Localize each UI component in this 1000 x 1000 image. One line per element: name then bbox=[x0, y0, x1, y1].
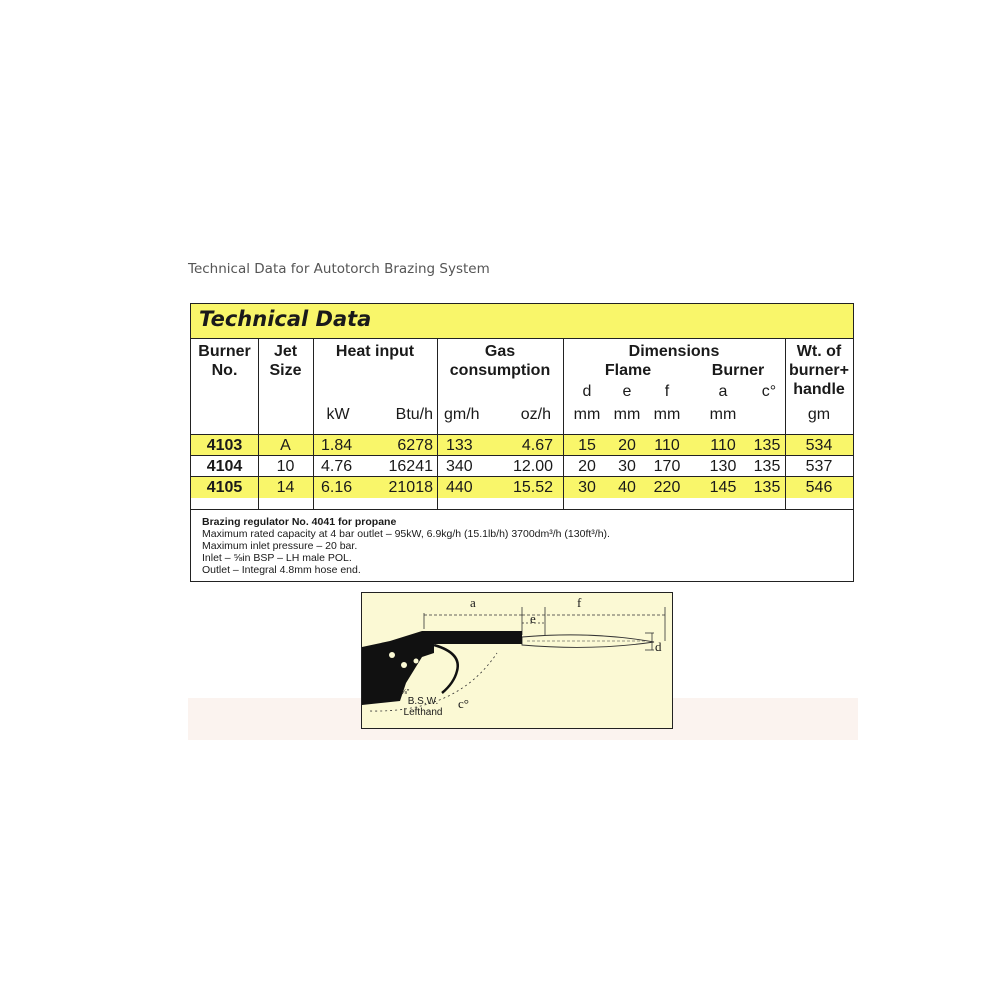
header-flame: Flame bbox=[604, 362, 652, 379]
unit-gm: gm bbox=[807, 406, 831, 423]
cell-e: 40 bbox=[618, 479, 636, 496]
header-burner: Burner bbox=[711, 362, 765, 379]
cell-d: 15 bbox=[578, 437, 596, 454]
note-line: Maximum rated capacity at 4 bar outlet – 95kW, 6.9kg/h (15.1lb/h) 3700dm³/h (130ft³/h). bbox=[202, 528, 610, 540]
cell-a: 110 bbox=[710, 437, 736, 454]
thread-hand: Lefthand bbox=[403, 707, 443, 718]
thread-type: B.S.W. bbox=[407, 696, 439, 707]
unit-gmh: gm/h bbox=[444, 406, 480, 423]
header-weight-1: Wt. of bbox=[796, 343, 842, 360]
cell-ozh: 15.52 bbox=[512, 479, 553, 496]
unit-mm-d: mm bbox=[573, 406, 601, 423]
subheader-d: d bbox=[582, 383, 592, 400]
cell-ozh: 12.00 bbox=[512, 458, 553, 475]
cell-c: 135 bbox=[753, 479, 781, 496]
dimension-label-e: e bbox=[530, 611, 536, 626]
header-weight-2: burner+ bbox=[788, 362, 849, 379]
cell-d: 30 bbox=[578, 479, 596, 496]
unit-ozh: oz/h bbox=[520, 406, 551, 423]
unit-btuh: Btu/h bbox=[395, 406, 433, 423]
col-rule-jet bbox=[313, 338, 314, 509]
unit-mm-e: mm bbox=[613, 406, 641, 423]
cell-btuh: 6278 bbox=[397, 437, 433, 454]
title-band bbox=[191, 304, 853, 339]
cell-c: 135 bbox=[753, 458, 781, 475]
cell-f: 170 bbox=[653, 458, 681, 475]
cell-burner: 4104 bbox=[206, 458, 243, 475]
dimension-label-a: a bbox=[470, 595, 476, 610]
dimension-label-f: f bbox=[577, 595, 582, 610]
cell-jet: 14 bbox=[276, 479, 295, 496]
table-title: Technical Data bbox=[199, 307, 372, 331]
row-rule-1 bbox=[191, 455, 853, 456]
note-line: Brazing regulator No. 4041 for propane bbox=[202, 516, 397, 528]
image-caption: Technical Data for Autotorch Brazing System bbox=[188, 261, 490, 277]
cell-gmh: 133 bbox=[446, 437, 473, 454]
cell-kw: 4.76 bbox=[321, 458, 353, 475]
header-burner-no-2: No. bbox=[211, 362, 238, 379]
subheader-e: e bbox=[622, 383, 632, 400]
cell-burner: 4103 bbox=[206, 437, 243, 454]
cell-gmh: 440 bbox=[446, 479, 473, 496]
header-gas-2: consumption bbox=[449, 362, 551, 379]
cell-kw: 6.16 bbox=[321, 479, 353, 496]
row-rule-2 bbox=[191, 476, 853, 477]
cell-btuh: 21018 bbox=[388, 479, 433, 496]
cell-a: 145 bbox=[709, 479, 737, 496]
cell-e: 20 bbox=[618, 437, 636, 454]
cell-jet: 10 bbox=[276, 458, 295, 475]
cell-btuh: 16241 bbox=[388, 458, 433, 475]
technical-data-table bbox=[190, 303, 854, 582]
header-jet-size-1: Jet bbox=[273, 343, 298, 360]
cell-kw: 1.84 bbox=[321, 437, 353, 454]
cell-a: 130 bbox=[709, 458, 737, 475]
torch-diagram bbox=[361, 592, 673, 729]
cell-weight: 534 bbox=[805, 437, 833, 454]
cell-c: 135 bbox=[753, 437, 781, 454]
cell-weight: 546 bbox=[805, 479, 833, 496]
header-dimensions: Dimensions bbox=[628, 343, 720, 360]
header-gas-1: Gas bbox=[484, 343, 516, 360]
cell-ozh: 4.67 bbox=[521, 437, 553, 454]
subheader-c: c° bbox=[761, 383, 777, 400]
header-jet-size-2: Size bbox=[269, 362, 302, 379]
cell-jet: A bbox=[280, 437, 291, 454]
unit-mm-a: mm bbox=[709, 406, 737, 423]
note-line: Outlet – Integral 4.8mm hose end. bbox=[202, 564, 361, 576]
cell-burner: 4105 bbox=[206, 479, 243, 496]
subheader-f: f bbox=[664, 383, 670, 400]
dimension-label-d: d bbox=[655, 639, 662, 654]
thread-size: ⅝" bbox=[401, 689, 410, 696]
unit-kw: kW bbox=[326, 406, 350, 423]
note-line: Inlet – ⅝in BSP – LH male POL. bbox=[202, 552, 352, 564]
subheader-a: a bbox=[718, 383, 728, 400]
dimension-label-c: c° bbox=[458, 696, 469, 711]
unit-mm-f: mm bbox=[653, 406, 681, 423]
cell-d: 20 bbox=[578, 458, 596, 475]
note-line: Maximum inlet pressure – 20 bar. bbox=[202, 540, 358, 552]
header-weight-3: handle bbox=[793, 381, 845, 398]
regulator-notes bbox=[202, 516, 610, 576]
cell-e: 30 bbox=[618, 458, 636, 475]
cell-weight: 537 bbox=[805, 458, 833, 475]
cell-f: 110 bbox=[654, 437, 680, 454]
header-burner-no-1: Burner bbox=[198, 343, 251, 360]
notes-rule bbox=[191, 509, 853, 510]
cell-f: 220 bbox=[653, 479, 681, 496]
thread-spec bbox=[398, 689, 448, 718]
header-rule bbox=[191, 434, 853, 435]
header-heat-input: Heat input bbox=[335, 343, 415, 360]
cell-gmh: 340 bbox=[446, 458, 473, 475]
